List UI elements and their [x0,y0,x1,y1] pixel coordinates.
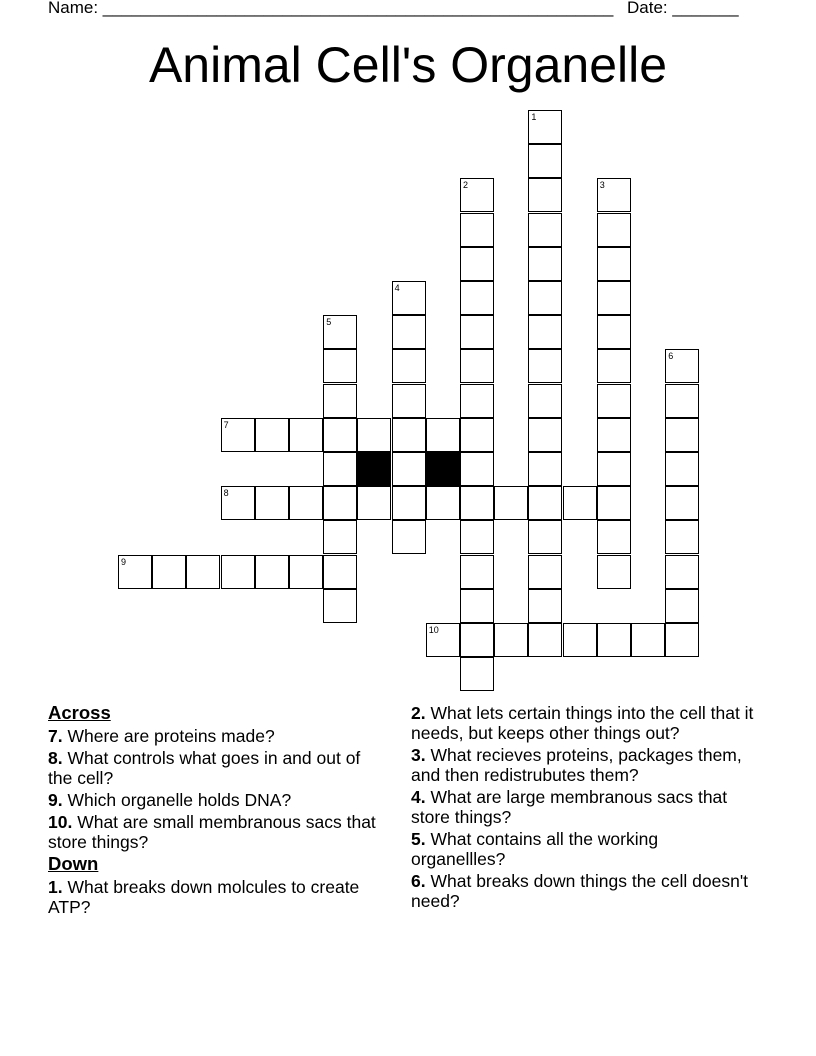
clue-section-heading: Down [48,853,99,874]
grid-cell[interactable] [460,315,494,349]
clue-number: 6 [668,351,674,362]
clue-item-number: 7. [48,726,63,746]
grid-cell[interactable] [631,623,665,657]
clue-item [411,703,756,743]
grid-cell[interactable] [460,486,494,520]
clue-item-text: What contains all the working organellles? [411,829,659,869]
grid-cell[interactable] [152,555,186,589]
grid-cell[interactable] [460,281,494,315]
grid-cell[interactable] [323,589,357,623]
grid-cell[interactable] [665,384,699,418]
grid-cell[interactable] [460,247,494,281]
grid-cell[interactable] [323,418,357,452]
grid-cell[interactable] [597,418,631,452]
clue-item-text: What breaks down molcules to create ATP? [48,877,360,917]
grid-cell[interactable] [528,486,562,520]
grid-cell[interactable] [460,657,494,691]
grid-cell[interactable] [323,384,357,418]
grid-cell[interactable] [665,418,699,452]
grid-cell[interactable] [597,384,631,418]
clue-item-number: 5. [411,829,426,849]
blocked-cell [357,452,391,486]
grid-cell[interactable] [289,418,323,452]
grid-cell[interactable] [597,281,631,315]
grid-cell[interactable] [597,247,631,281]
clue-item-text: What breaks down things the cell doesn't need? [411,871,749,911]
grid-cell[interactable] [426,623,460,657]
grid-cell[interactable] [426,418,460,452]
clue-number: 4 [394,283,400,293]
grid-cell[interactable] [528,178,562,212]
grid-cell[interactable] [597,520,631,554]
clue-number: 8 [223,488,229,499]
clue-item-text: What are large membranous sacs that store things? [411,787,728,827]
clue-number: 9 [121,556,127,567]
clue-item-number: 8. [48,748,63,768]
grid-cell[interactable] [460,589,494,623]
blocked-cell [426,452,460,486]
grid-cell[interactable] [323,452,357,486]
grid-cell[interactable] [426,486,460,520]
grid-cell[interactable] [255,486,289,520]
grid-cell[interactable] [597,213,631,247]
grid-cell[interactable] [460,349,494,383]
grid-cell[interactable] [460,384,494,418]
grid-cell[interactable] [289,555,323,589]
date-field[interactable]: Date: _______ [627,0,739,17]
clues-left-column [48,703,378,919]
grid-cell[interactable] [494,623,528,657]
grid-cell[interactable] [357,418,391,452]
grid-cell[interactable] [528,452,562,486]
grid-cell[interactable] [665,349,699,383]
grid-cell[interactable] [528,281,562,315]
grid-cell[interactable] [221,486,255,520]
clue-item-number: 9. [48,790,63,810]
clue-item-text: What recieves proteins, packages them, and then redistrubutes them? [411,745,742,785]
grid-cell[interactable] [665,623,699,657]
grid-cell[interactable] [221,418,255,452]
grid-cell[interactable] [118,555,152,589]
grid-cell[interactable] [221,555,255,589]
grid-cell[interactable] [528,315,562,349]
page-title: Animal Cell's Organelle [148,37,668,93]
grid-cell[interactable] [665,589,699,623]
grid-cell[interactable] [494,486,528,520]
clue-item [411,829,756,869]
grid-cell[interactable] [528,589,562,623]
clue-number: 5 [326,317,332,328]
grid-cell[interactable] [597,486,631,520]
name-field[interactable]: Name: ______________________________________________________ [48,0,614,17]
clue-section-heading: Across [48,702,111,723]
grid-cell[interactable] [563,623,597,657]
grid-cell[interactable] [528,520,562,554]
clue-number: 3 [599,180,605,191]
clue-item-text: What are small membranous sacs that store things? [48,812,376,852]
clue-item [411,745,756,785]
grid-cell[interactable] [597,623,631,657]
clue-item-text: Where are proteins made? [67,726,275,746]
grid-cell[interactable] [323,486,357,520]
grid-cell[interactable] [665,452,699,486]
grid-cell[interactable] [255,418,289,452]
clues-right-column [411,703,756,913]
grid-cell[interactable] [597,349,631,383]
grid-cell[interactable] [460,623,494,657]
clue-item [48,812,378,852]
clue-item-number: 10. [48,812,73,832]
grid-cell[interactable] [528,349,562,383]
clue-item [48,877,378,917]
clue-item-number: 1. [48,877,63,897]
grid-cell[interactable] [392,520,426,554]
grid-cell[interactable] [563,486,597,520]
grid-cell[interactable] [528,418,562,452]
grid-cell[interactable] [323,349,357,383]
grid-cell[interactable] [665,555,699,589]
clue-number: 7 [223,419,229,430]
clue-item-text: What lets certain things into the cell that it needs, but keeps other things out? [411,703,754,743]
grid-cell[interactable] [392,452,426,486]
grid-cell[interactable] [186,555,220,589]
grid-cell[interactable] [597,452,631,486]
clue-item-text: Which organelle holds DNA? [67,790,292,810]
grid-cell[interactable] [528,144,562,178]
grid-cell[interactable] [392,384,426,418]
grid-cell[interactable] [528,110,562,144]
grid-cell[interactable] [528,247,562,281]
grid-cell[interactable] [255,555,289,589]
clue-item [411,871,756,911]
grid-cell[interactable] [392,486,426,520]
clue-item-number: 2. [411,703,426,723]
grid-cell[interactable] [528,555,562,589]
grid-cell[interactable] [392,315,426,349]
clue-item [48,790,378,810]
clue-number: 1 [531,112,537,122]
grid-cell[interactable] [460,178,494,212]
clue-item [48,726,378,746]
clue-item-number: 4. [411,787,426,807]
clue-number: 2 [463,180,469,191]
grid-cell[interactable] [323,555,357,589]
grid-cell[interactable] [323,520,357,554]
grid-cell[interactable] [357,486,391,520]
grid-cell[interactable] [665,520,699,554]
grid-cell[interactable] [665,486,699,520]
grid-cell[interactable] [460,555,494,589]
grid-cell[interactable] [528,623,562,657]
grid-cell[interactable] [392,281,426,315]
grid-cell[interactable] [597,555,631,589]
grid-cell[interactable] [597,178,631,212]
grid-cell[interactable] [392,418,426,452]
clue-item [411,787,756,827]
grid-cell[interactable] [289,486,323,520]
grid-cell[interactable] [460,213,494,247]
grid-cell[interactable] [460,520,494,554]
grid-cell[interactable] [392,349,426,383]
grid-cell[interactable] [597,315,631,349]
grid-cell[interactable] [528,213,562,247]
clue-number: 10 [428,625,439,635]
clue-item-number: 6. [411,871,426,891]
grid-cell[interactable] [460,452,494,486]
grid-cell[interactable] [323,315,357,349]
clue-item-text: What controls what goes in and out of the cell? [48,748,361,788]
clue-item [48,748,378,788]
clue-item-number: 3. [411,745,426,765]
grid-cell[interactable] [460,418,494,452]
grid-cell[interactable] [528,384,562,418]
